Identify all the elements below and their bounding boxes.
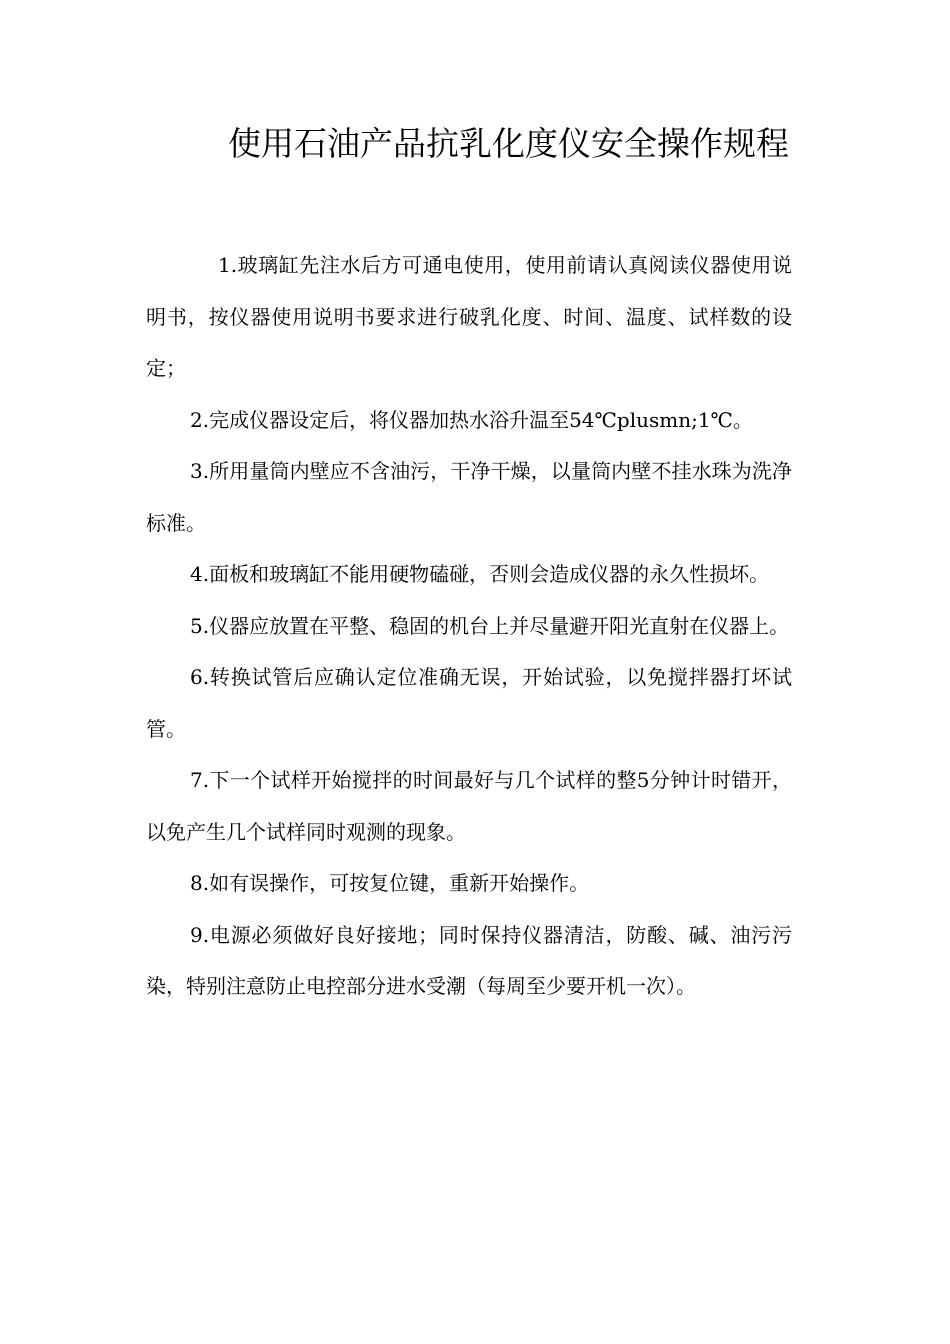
paragraph-5: 5.仪器应放置在平整、稳固的机台上并尽量避开阳光直射在仪器上。 [190,613,790,638]
paragraph-8: 8.如有误操作，可按复位键，重新开始操作。 [190,871,590,895]
paragraph-1: 1.玻璃缸先注水后方可通电使用，使用前请认真阅读仪器使用说明书，按仪器使用说明书要求进行破乳化度、时间、温度、试样数的设定； [146,253,792,380]
paragraph-9: 9.电源必须做好良好接地；同时保持仪器清洁，防酸、碱、油污污染，特别注意防止电控部分进水受潮（每周至少要开机一次）。 [146,922,792,998]
document-body [146,240,792,1013]
paragraph-6: 6.转换试管后应确认定位准确无误，开始试验，以免搅拌器打坏试管。 [146,665,792,741]
paragraph-2: 2.完成仪器设定后，将仪器加热水浴升温至54℃plusmn;1℃。 [190,407,753,432]
paragraph-7: 7.下一个试样开始搅拌的时间最好与几个试样的整5分钟计时错开，以免产生几个试样同时观测的现象。 [146,768,792,844]
paragraph-4: 4.面板和玻璃缸不能用硬物磕碰，否则会造成仪器的永久性损坏。 [190,562,770,586]
paragraph-3: 3.所用量筒内壁应不含油污，干净干燥，以量筒内壁不挂水珠为洗净标准。 [146,459,792,535]
document-title: 使用石油产品抗乳化度仪安全操作规程 [228,124,789,163]
